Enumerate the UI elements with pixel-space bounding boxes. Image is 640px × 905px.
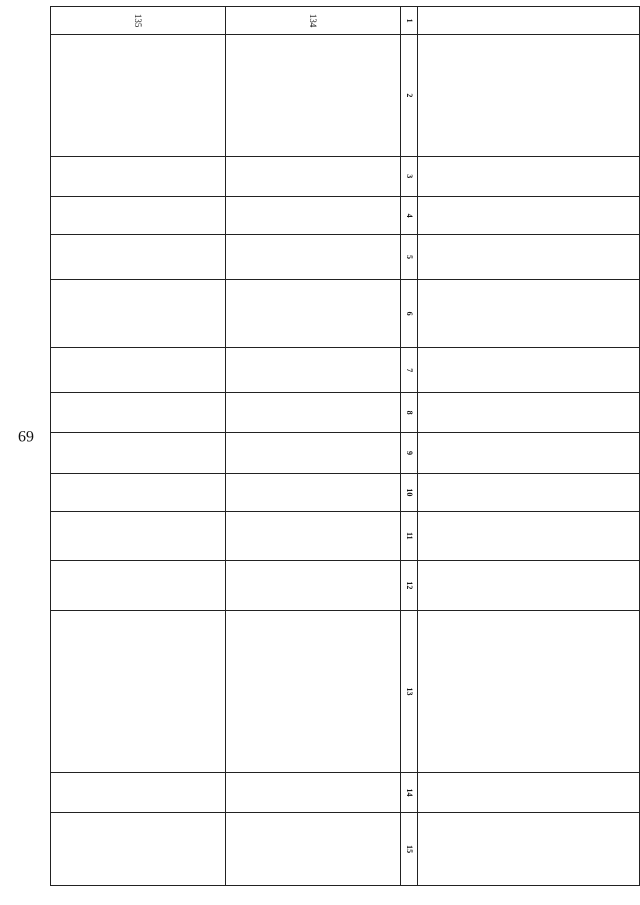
col-header-14 (418, 772, 640, 812)
table-cell (226, 611, 401, 773)
col-header-7 (418, 348, 640, 392)
table-cell (226, 156, 401, 196)
column-number: 12 (401, 560, 418, 611)
column-number: 14 (401, 772, 418, 812)
column-number: 8 (401, 392, 418, 432)
table-cell (51, 473, 226, 511)
table-cell (226, 348, 401, 392)
col-header-8 (418, 392, 640, 432)
col-header-15 (418, 813, 640, 886)
table-cell (51, 35, 226, 156)
table-cell (226, 473, 401, 511)
page-number: 69 (18, 427, 34, 444)
table-row (51, 7, 226, 886)
table-cell (226, 813, 401, 886)
col-header-6 (418, 279, 640, 348)
column-number: 3 (401, 156, 418, 196)
table-cell (51, 560, 226, 611)
table-cell (226, 433, 401, 473)
col-header-10 (418, 473, 640, 511)
column-number: 4 (401, 196, 418, 234)
table-row (226, 7, 401, 886)
column-number-row (401, 7, 418, 886)
table-cell (51, 813, 226, 886)
col-header-1 (418, 7, 640, 35)
table-cell (51, 433, 226, 473)
equipment-table (50, 6, 640, 886)
column-number: 6 (401, 279, 418, 348)
table-cell (51, 235, 226, 279)
table-cell (226, 392, 401, 432)
column-number: 5 (401, 235, 418, 279)
column-number: 10 (401, 473, 418, 511)
table-cell (226, 512, 401, 560)
table-cell (226, 196, 401, 234)
col-header-2 (418, 35, 640, 156)
table-cell (226, 279, 401, 348)
column-number: 1 (401, 7, 418, 35)
table-cell: 135 (51, 7, 226, 35)
column-number: 7 (401, 348, 418, 392)
col-header-11 (418, 512, 640, 560)
column-number: 11 (401, 512, 418, 560)
column-number: 15 (401, 813, 418, 886)
table-cell (51, 348, 226, 392)
table-cell (51, 196, 226, 234)
column-number: 2 (401, 35, 418, 156)
col-header-9 (418, 433, 640, 473)
header-row (418, 7, 640, 886)
table-cell (51, 772, 226, 812)
col-header-3 (418, 156, 640, 196)
col-header-13 (418, 611, 640, 773)
table-cell (51, 512, 226, 560)
col-header-12 (418, 560, 640, 611)
column-number: 9 (401, 433, 418, 473)
table-cell (226, 560, 401, 611)
table-cell (51, 279, 226, 348)
table-cell (51, 156, 226, 196)
table-cell (226, 235, 401, 279)
rotated-table-wrapper (50, 6, 640, 886)
table-cell (51, 392, 226, 432)
col-header-5 (418, 235, 640, 279)
table-cell (226, 772, 401, 812)
column-number: 13 (401, 611, 418, 773)
table-cell: 134 (226, 7, 401, 35)
table-cell (51, 611, 226, 773)
col-header-4 (418, 196, 640, 234)
table-cell (226, 35, 401, 156)
